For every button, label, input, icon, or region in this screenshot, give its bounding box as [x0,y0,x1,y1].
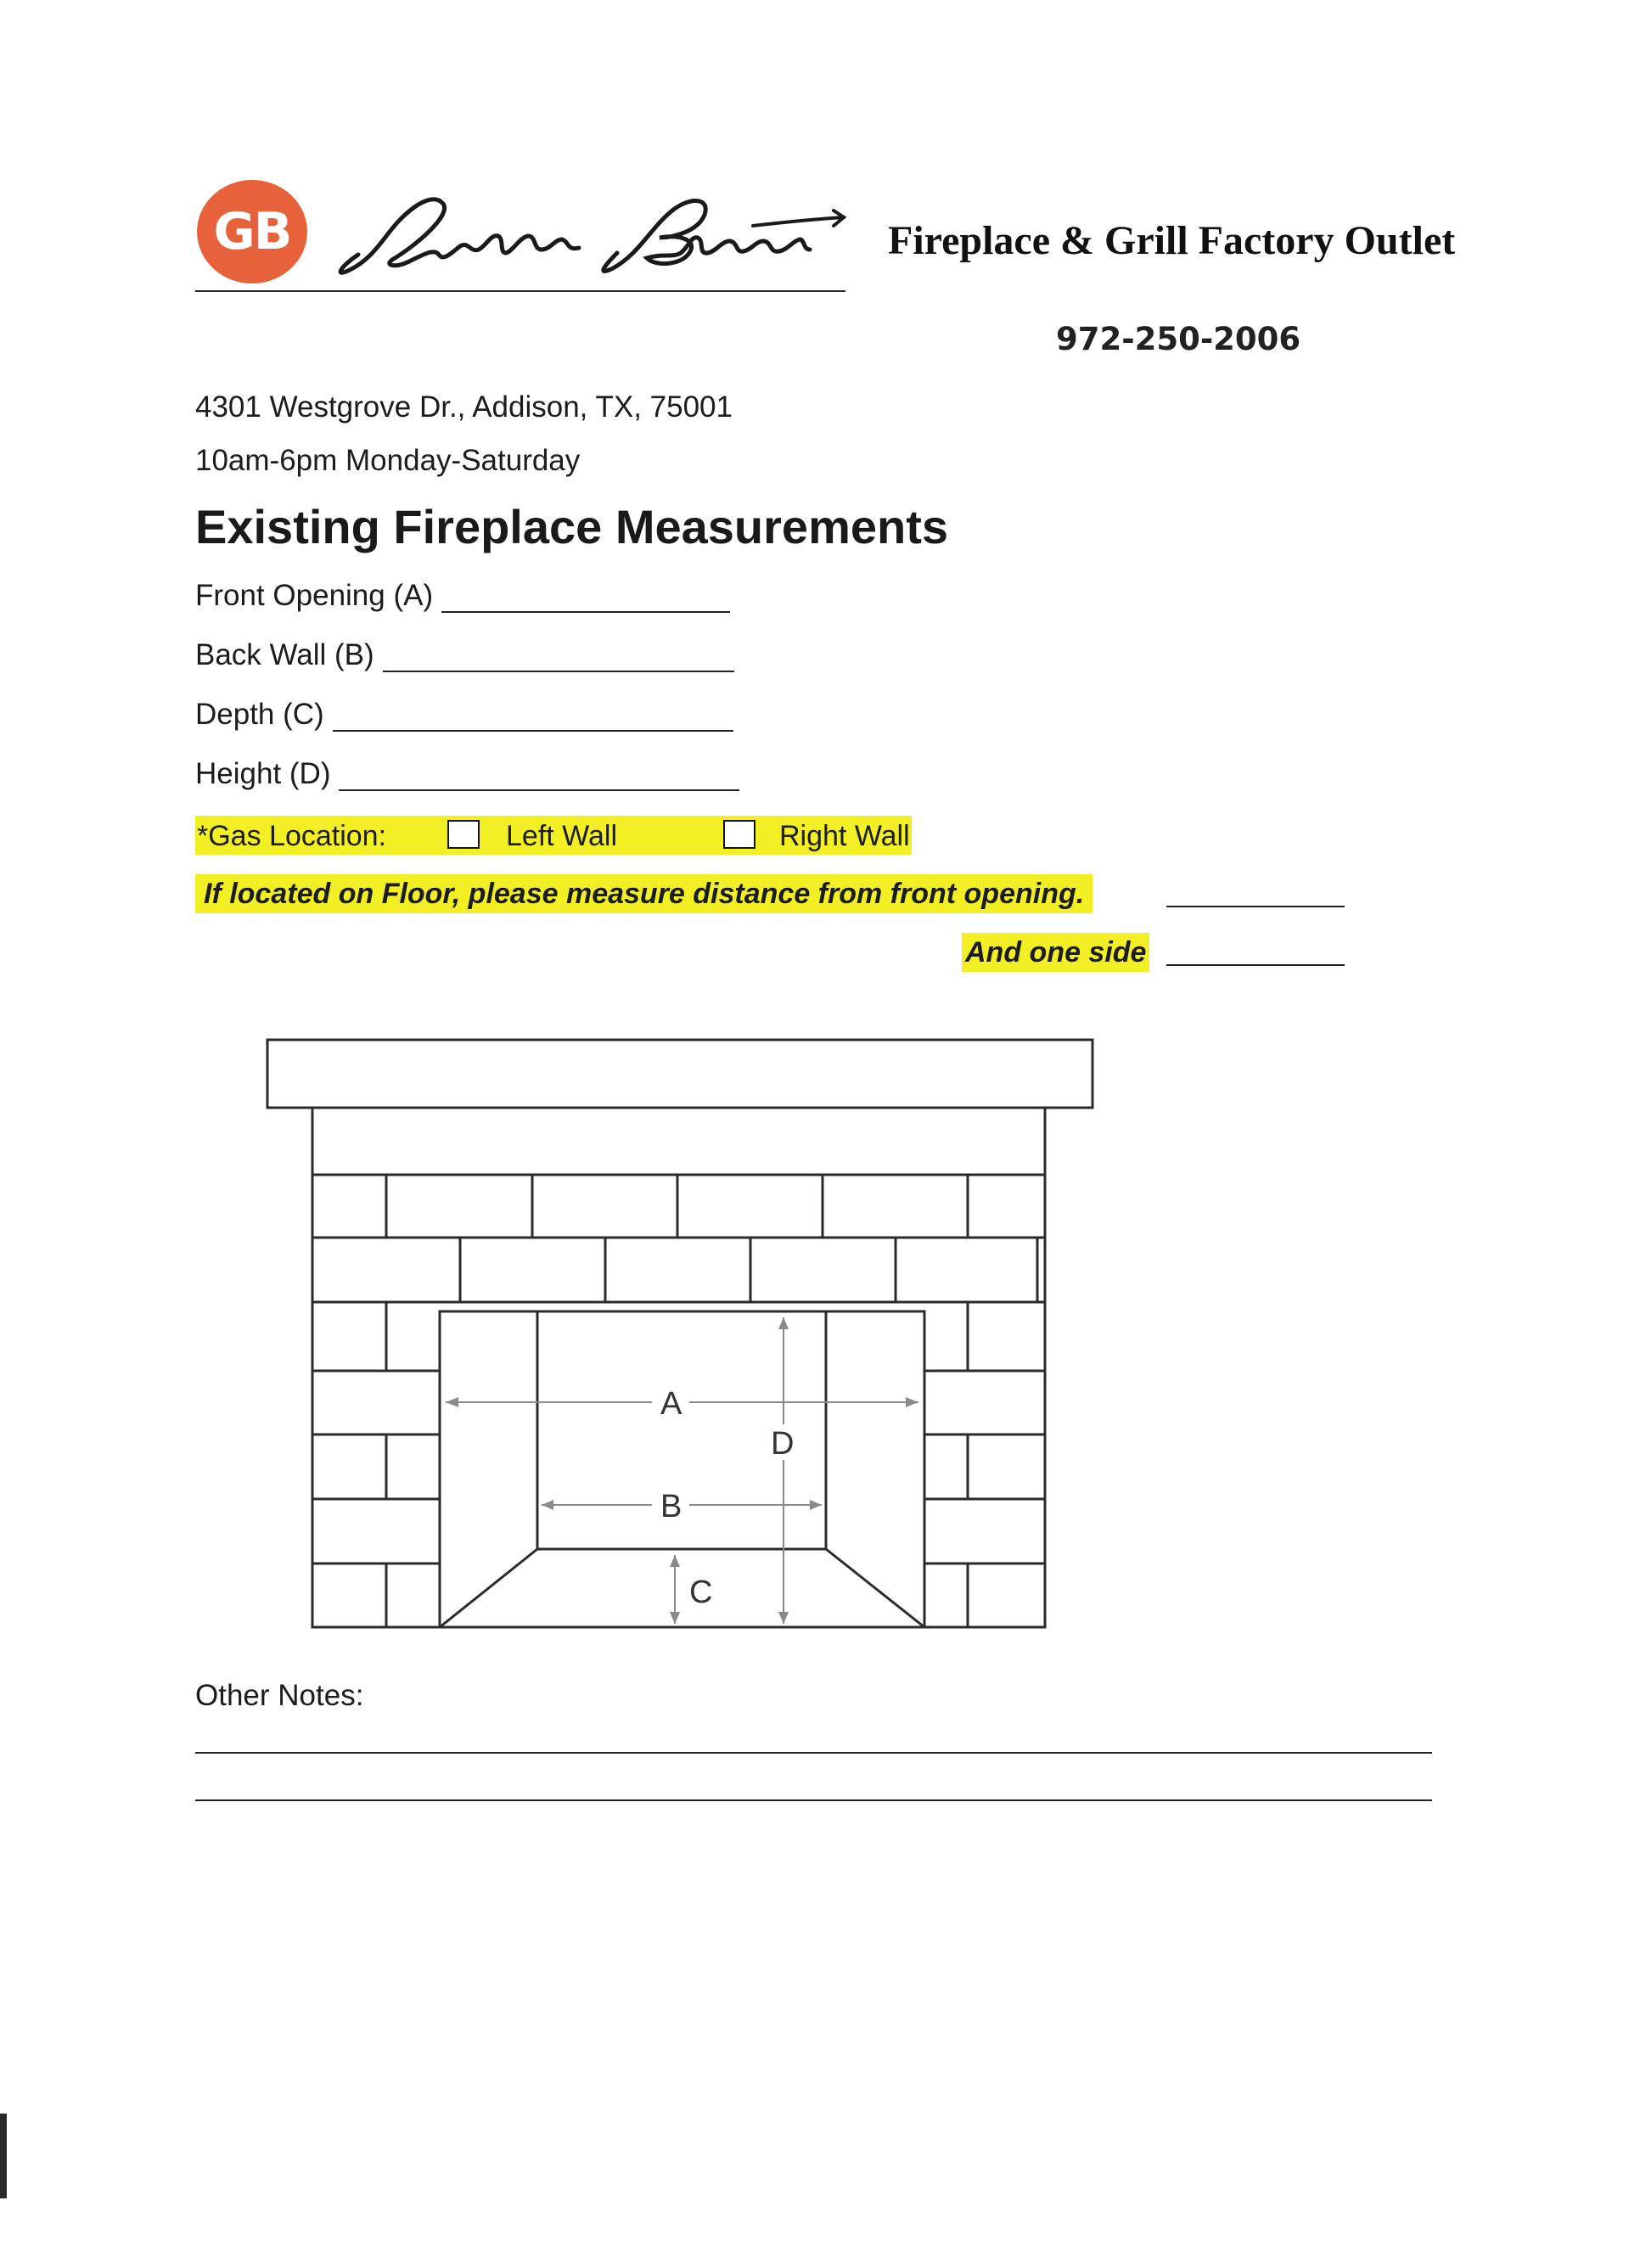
field-depth[interactable] [195,693,733,732]
floor-measure-note: If located on Floor, please measure distance from front opening. [195,874,1093,913]
field-label: Height (D) [195,757,331,790]
fireplace-diagram [255,1027,1112,1647]
form-title: Existing Fireplace Measurements [195,500,949,553]
field-height[interactable] [195,752,739,791]
field-value-line[interactable] [383,642,734,672]
field-value-line[interactable] [339,761,739,791]
scan-edge-mark [0,2114,7,2198]
notes-line-1[interactable] [195,1752,1432,1754]
store-hours: 10am-6pm Monday-Saturday [195,444,581,477]
field-label: Depth (C) [195,698,324,731]
gas-location-row [195,816,912,855]
header-rule [195,290,845,292]
dimension-b-label: B [660,1489,682,1524]
company-name: Fireplace & Grill Factory Outlet [888,218,1456,263]
phone-number: 972-250-2006 [1056,321,1301,357]
notes-line-2[interactable] [195,1799,1432,1801]
dimension-c-label: C [689,1575,713,1610]
store-address: 4301 Westgrove Dr., Addison, TX, 75001 [195,390,733,424]
field-value-line[interactable] [441,582,730,613]
left-wall-label: Left Wall [506,820,618,852]
right-wall-checkbox[interactable] [723,820,756,849]
golden-blount-signature [324,185,851,287]
field-value-line[interactable] [333,701,733,732]
dimension-a-label: A [660,1386,682,1422]
gas-location-label: *Gas Location: [197,820,387,852]
field-back-wall[interactable] [195,633,734,672]
left-wall-checkbox[interactable] [447,820,480,849]
firebox-opening [440,1311,924,1627]
field-label: Back Wall (B) [195,638,374,671]
gb-logo [197,180,307,284]
logo-initials: GB [213,202,291,261]
dimension-d-label: D [771,1426,795,1462]
field-label: Front Opening (A) [195,579,434,612]
other-notes-label: Other Notes: [195,1679,364,1712]
floor-distance-line[interactable] [1166,906,1345,907]
mantel-shelf [267,1040,1093,1108]
field-front-opening[interactable] [195,574,730,613]
right-wall-label: Right Wall [779,820,910,852]
side-distance-line[interactable] [1166,964,1345,966]
side-measure-note: And one side [962,933,1149,972]
